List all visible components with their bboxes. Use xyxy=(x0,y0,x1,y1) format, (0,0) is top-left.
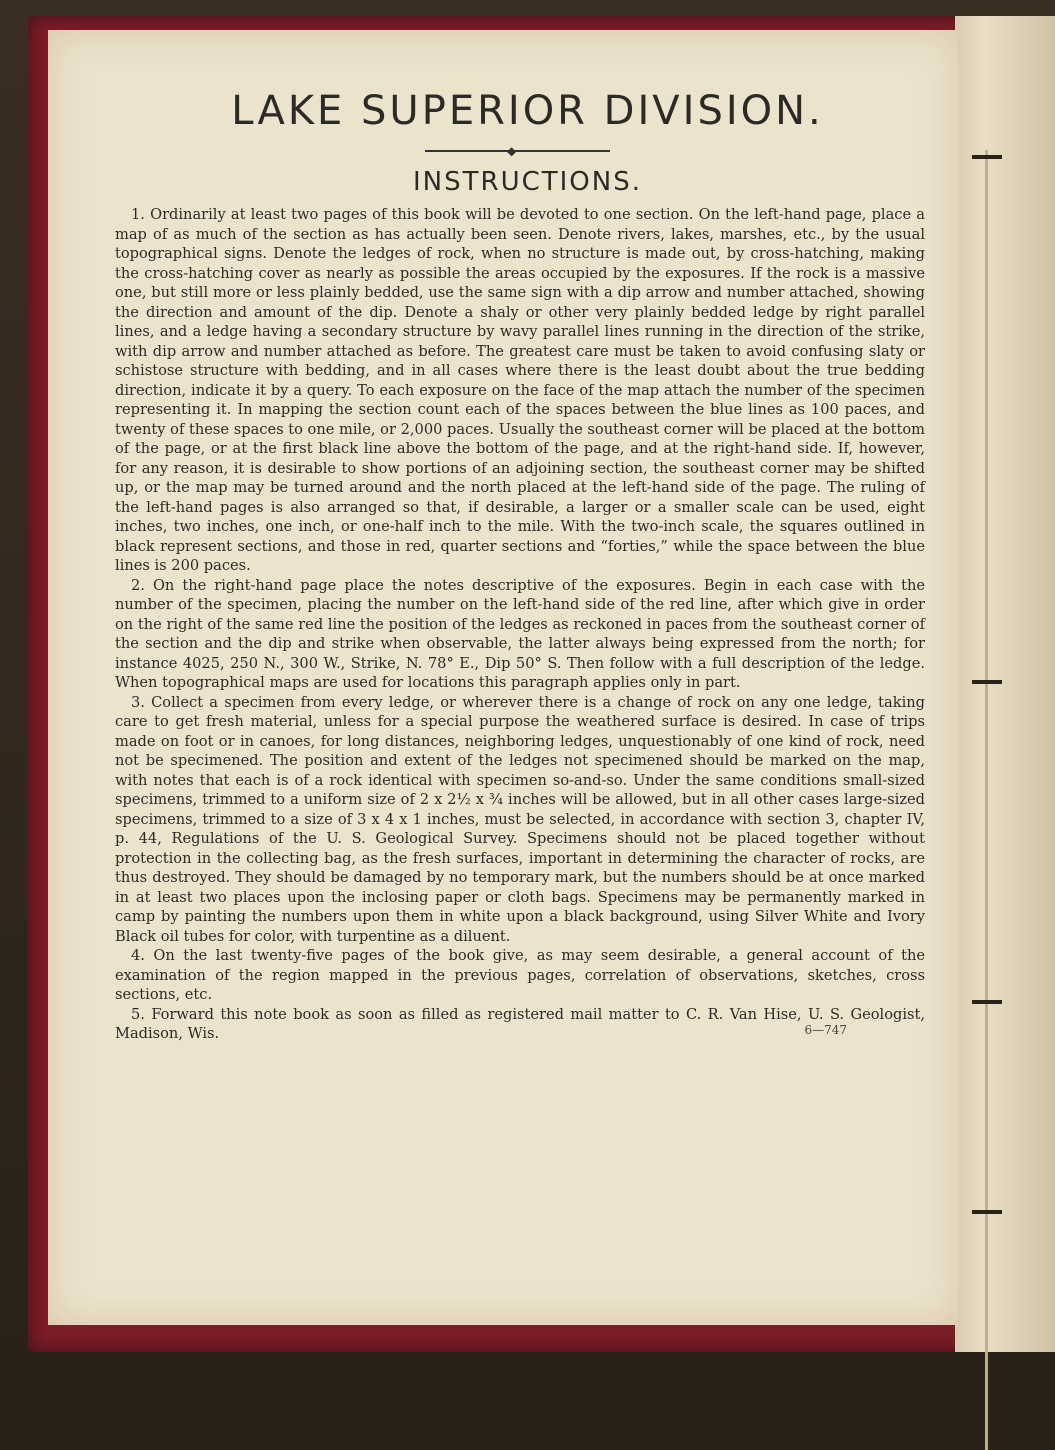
ornament-diamond-icon: ◆ xyxy=(507,144,517,158)
paragraph-3: 3. Collect a specimen from every ledge, or wherever there is a change of rock on any one ledge, taking care to get fresh material, unless for a special purpose the weathered surface is desired. In case of trips made on foot or in canoes, for long distances, neighboring ledges, unquestionably of one kind of rock, need not be specimened. The position and extent of the ledges not specimened should be marked on the map, with notes that each is of a rock identical with specimen so-and-so. Under the same conditions small-sized specimens, trimmed to a uniform size of 2 x 2½ x ¾ inches will be allowed, but in all other cases large-sized specimens, trimmed to a size of 3 x 4 x 1 inches, must be selected, in accordance with section 3, chapter IV, p. 44, Regulations of the U. S. Geological Survey. Specimens should not be placed together without protection in the collecting bag, as the fresh surfaces, important in determining the character of rocks, are thus destroyed. They should be damaged by no temporary mark, but the numbers should be at once marked in at least two places upon the inclosing paper or cloth bags. Specimens may be permanently marked in camp by painting the numbers upon them in white upon a black background, using Silver White and Ivory Black oil tubes for color, with turpentine as a diluent. xyxy=(115,693,925,945)
final-row xyxy=(115,1005,925,1044)
section-heading: INSTRUCTIONS. xyxy=(413,167,642,197)
binding-stitch xyxy=(972,155,1002,159)
print-code: 6—747 xyxy=(804,1023,847,1037)
paragraph-2: 2. On the right-hand page place the notes descriptive of the exposures. Begin in each case with the number of the specimen, placing the number on the left-hand side of the red line, after which give in order on the right of the same red line the position of the ledges as reckoned in paces from the southeast corner of the section and the dip and strike when observable, the latter always being expressed from the north; for instance 4025, 250 N., 300 W., Strike, N. 78° E., Dip 50° S. Then follow with a full description of the ledge. When topographical maps are used for locations this paragraph applies only in part. xyxy=(115,576,925,691)
binding-thread xyxy=(985,150,988,1450)
paragraph-1: 1. Ordinarily at least two pages of this book will be devoted to one section. On the left-hand page, place a map of as much of the section as has actually been seen. Denote rivers, lakes, marshes, etc., by the usual topographical signs. Denote the ledges of rock, when no structure is made out, by cross-hatching, making the cross-hatching cover as nearly as possible the areas occupied by the exposures. If the rock is a massive one, but still more or less plainly bedded, use the same sign with a dip arrow and number attached, showing the direction and amount of the dip. Denote a shaly or other very plainly bedded ledge by right parallel lines, and a ledge having a secondary structure by wavy parallel lines running in the direction of the strike, with dip arrow and number attached as before. The greatest care must be taken to avoid confusing slaty or schistose structure with bedding, and in all cases where there is the least doubt about the true bedding direction, indicate it by a query. To each exposure on the face of the map attach the number of the specimen representing it. In mapping the section count each of the spaces between the blue lines as 100 paces, and twenty of these spaces to one mile, or 2,000 paces. Usually the southeast corner will be placed at the bottom of the page, or at the first black line above the bottom of the page, and at the right-hand side. If, however, for any reason, it is desirable to show portions of an adjoining section, the southeast corner may be shifted up, or the map may be turned around and the north placed at the left-hand side of the page. The ruling of the left-hand pages is also arranged so that, if desirable, a larger or a smaller scale can be used, eight inches, two inches, one inch, or one-half inch to the mile. With the two-inch scale, the squares outlined in black represent sections, and those in red, quarter sections and “forties,” while the space between the blue lines is 200 paces. xyxy=(115,206,925,574)
page-edges xyxy=(955,16,1055,1352)
binding-stitch xyxy=(972,1000,1002,1004)
paragraph-5: 5. Forward this note book as soon as filled as registered mail matter to C. R. Van Hise, U. S. Geologist, Madison, Wis. xyxy=(115,1005,925,1042)
ornament-divider xyxy=(425,150,610,152)
binding-stitch xyxy=(972,680,1002,684)
instructions-body xyxy=(115,205,925,1044)
paragraph-4: 4. On the last twenty-five pages of the book give, as may seem desirable, a general account of the examination of the region mapped in the previous pages, correlation of observations, sketches, cross sections, etc. xyxy=(115,947,925,1003)
page-title: LAKE SUPERIOR DIVISION. xyxy=(231,88,824,134)
binding-stitch xyxy=(972,1210,1002,1214)
